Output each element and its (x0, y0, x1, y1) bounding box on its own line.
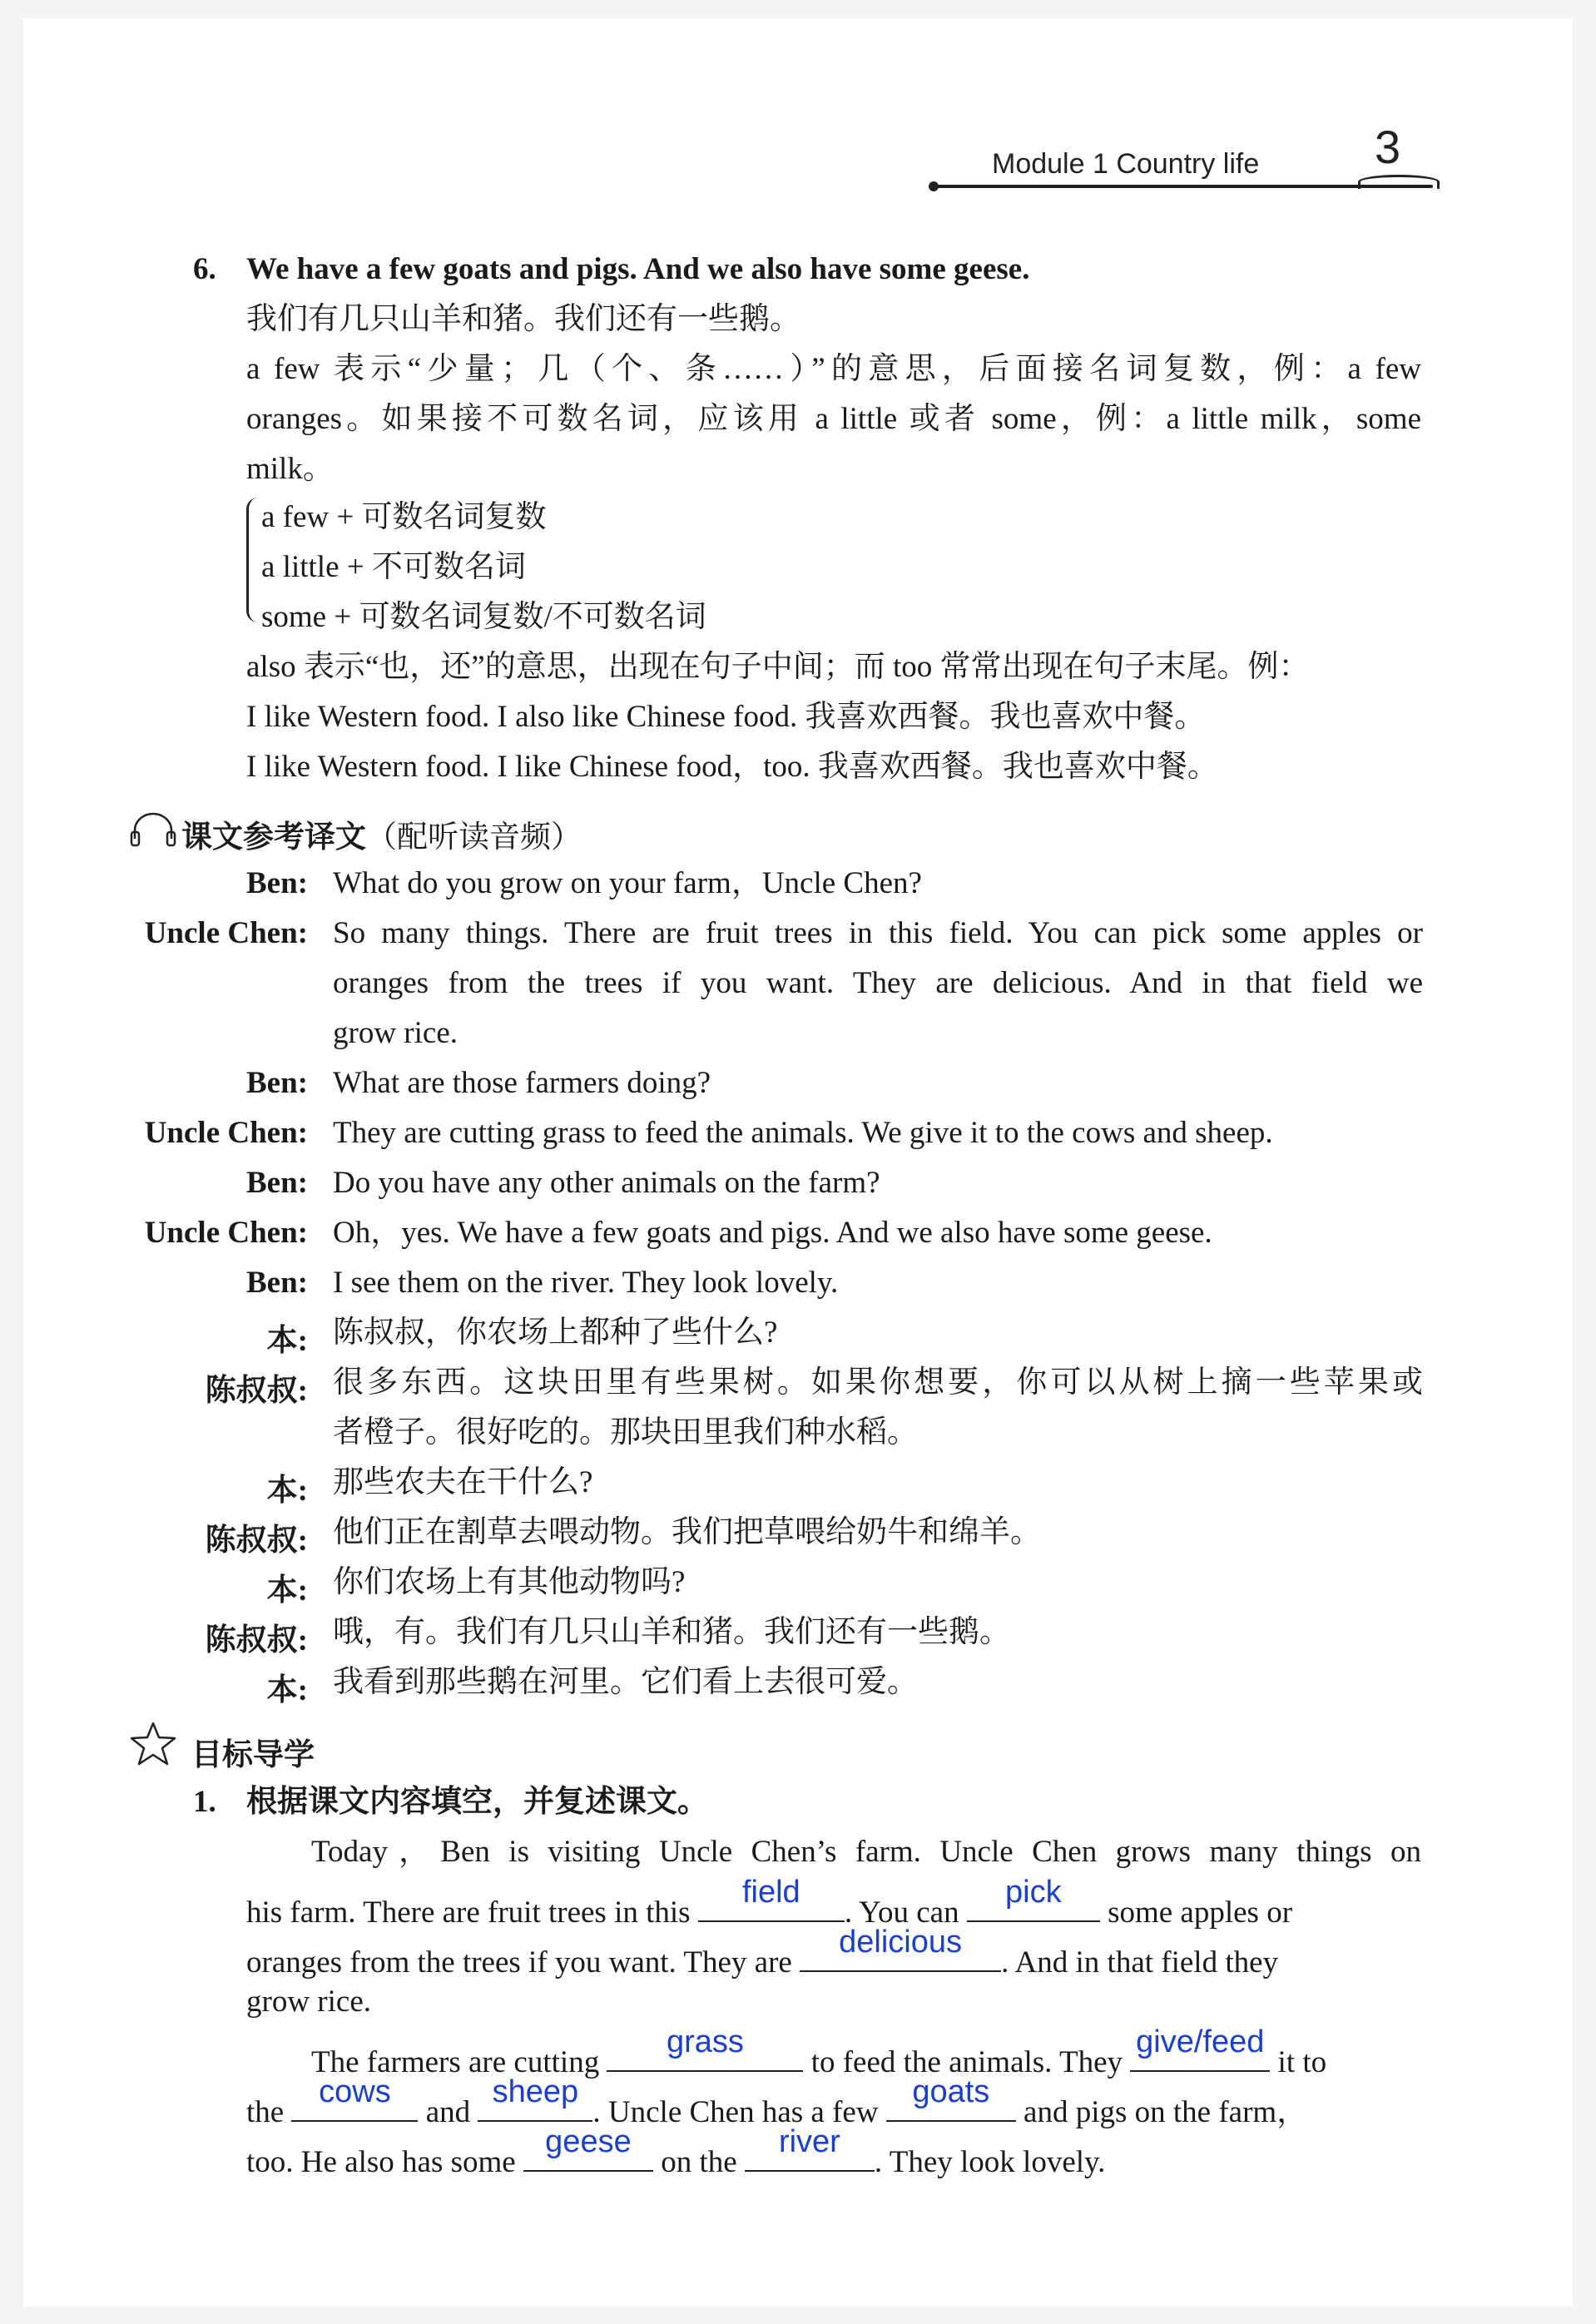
answer-river: river (778, 2124, 840, 2159)
blank-grass[interactable] (607, 2024, 803, 2072)
dialogue-line: 你们农场上有其他动物吗? (333, 1565, 686, 1599)
module-title: Module 1 Country life (992, 148, 1260, 180)
passage-line-2 (246, 1875, 1293, 1931)
dialogue-line: So many things. There are fruit trees in this field. You can pick some apples or (333, 916, 1423, 950)
target-heading: 目标导学 (191, 1738, 315, 1772)
header-rule-dot (929, 181, 939, 191)
passage-text: . Uncle Chen has a few (592, 2095, 886, 2129)
dialogue-speaker: 本: (266, 1474, 308, 1508)
rule-some: some + 可数名词复数/不可数名词 (261, 600, 706, 634)
dialogue-speaker: 本: (266, 1573, 308, 1608)
rule-little: a little + 不可数名词 (261, 550, 526, 584)
note-number: 6. (193, 252, 216, 286)
passage-text: and pigs on the farm， (1015, 2095, 1308, 2129)
dialogue-line: They are cutting grass to feed the animals. We give it to the cows and sheep. (333, 1116, 1273, 1150)
note-line-3: milk。 (246, 452, 334, 486)
note-line-1: a few 表示“少量；几（个、条……）”的意思，后面接名词复数，例：a few (246, 352, 1421, 386)
dialogue-line: What do you grow on your farm，Uncle Chen? (333, 866, 922, 900)
passage-text: it to (1270, 2045, 1327, 2079)
rule-few: a few + 可数名词复数 (261, 500, 547, 534)
passage-line-3 (246, 1925, 1279, 1981)
answer-delicious: delicious (839, 1925, 963, 1960)
passage-text: to feed the animals. They (803, 2045, 1131, 2079)
passage-text: . You can (844, 1895, 967, 1930)
dialogue-speaker: Uncle Chen: (144, 1216, 308, 1250)
dialogue-speaker: Ben: (246, 1166, 308, 1200)
passage-line-5 (311, 2024, 1327, 2081)
dialogue-line: Oh，yes. We have a few goats and pigs. And we also have some geese. (333, 1216, 1212, 1250)
header-rule (934, 185, 1433, 188)
blank-cows[interactable] (291, 2074, 418, 2122)
passage-text: The farmers are cutting (311, 2045, 607, 2079)
passage-text: . They look lovely. (874, 2145, 1106, 2179)
dialogue-line: 者橙子。很好吃的。那块田里我们种水稻。 (333, 1415, 918, 1449)
passage-text: some apples or (1099, 1895, 1293, 1930)
blank-pick[interactable] (967, 1875, 1100, 1922)
note-line-2: oranges。如果接不可数名词，应该用 a little 或者 some，例：a little milk，some (246, 402, 1421, 436)
passage-text: and (418, 2095, 478, 2129)
passage-line-7 (246, 2124, 1106, 2181)
blank-give-feed[interactable] (1130, 2024, 1270, 2072)
dialogue-line: 那些农夫在干什么? (333, 1465, 593, 1499)
dialogue-line: oranges from the trees if you want. They are delicious. And in that field we (333, 966, 1423, 1000)
passage-text: on the (652, 2145, 745, 2179)
dialogue-speaker: Ben: (246, 1266, 308, 1300)
dialogue-line: What are those farmers doing? (333, 1066, 711, 1100)
example-also: I like Western food. I also like Chinese food. 我喜欢西餐。我也喜欢中餐。 (246, 700, 1206, 734)
headphones-icon (130, 812, 176, 851)
star-icon (126, 1721, 180, 1771)
dialogue-line: 陈叔叔，你农场上都种了些什么? (333, 1316, 778, 1350)
translation-heading (181, 811, 582, 856)
exercise-instruction: 根据课文内容填空，并复述课文。 (246, 1785, 708, 1819)
passage-text: oranges from the trees if you want. They are (246, 1945, 800, 1980)
passage-line-4: grow rice. (246, 1985, 371, 2019)
note-sentence: We have a few goats and pigs. And we also have some geese. (246, 252, 1030, 286)
dialogue-line: 哦，有。我们有几只山羊和猪。我们还有一些鹅。 (333, 1615, 1010, 1649)
answer-give-feed: give/feed (1136, 2024, 1265, 2059)
rule-brace (246, 498, 260, 622)
answer-grass: grass (666, 2024, 744, 2059)
translation-heading-title: 课文参考译文 (181, 820, 366, 855)
dialogue-speaker: 本: (266, 1673, 308, 1707)
dialogue-line: grow rice. (333, 1016, 458, 1050)
dialogue-speaker: 陈叔叔: (205, 1374, 308, 1408)
answer-geese: geese (545, 2124, 632, 2159)
dialogue-line: 我看到那些鹅在河里。它们看上去很可爱。 (333, 1665, 918, 1699)
dialogue-speaker: Ben: (246, 1066, 308, 1100)
answer-field: field (741, 1875, 800, 1910)
answer-sheep: sheep (492, 2074, 579, 2109)
dialogue-speaker: Ben: (246, 866, 308, 900)
blank-sheep[interactable] (478, 2074, 592, 2122)
blank-goats[interactable] (886, 2074, 1016, 2122)
blank-delicious[interactable] (800, 1925, 1001, 1972)
answer-goats: goats (912, 2074, 990, 2109)
passage-text: . And in that field they (1001, 1945, 1279, 1980)
answer-pick: pick (1005, 1875, 1062, 1910)
note-translation: 我们有几只山羊和猪。我们还有一些鹅。 (246, 302, 800, 336)
dialogue-speaker: 本: (266, 1324, 308, 1358)
exercise-number: 1. (193, 1785, 216, 1819)
dialogue-line: 他们正在割草去喂动物。我们把草喂给奶牛和绵羊。 (333, 1515, 1041, 1549)
dialogue-line: 很多东西。这块田里有些果树。如果你想要，你可以从树上摘一些苹果或 (333, 1365, 1423, 1400)
blank-river[interactable] (745, 2124, 875, 2172)
also-too-note: also 表示“也，还”的意思，出现在句子中间；而 too 常常出现在句子末尾。例： (246, 650, 1310, 684)
passage-text: too. He also has some (246, 2145, 523, 2179)
passage-line-1: Today，Ben is visiting Uncle Chen’s farm. Uncle Chen grows many things on (311, 1835, 1421, 1869)
audio-note: （配听读音频） (366, 820, 582, 855)
dialogue-speaker: Uncle Chen: (144, 1116, 308, 1150)
page-number: 3 (1375, 121, 1401, 173)
answer-cows: cows (319, 2074, 391, 2109)
dialogue-speaker: 陈叔叔: (205, 1623, 308, 1658)
blank-field[interactable] (698, 1875, 845, 1922)
dialogue-line: I see them on the river. They look lovely. (333, 1266, 839, 1300)
blank-geese[interactable] (523, 2124, 653, 2172)
dialogue-speaker: 陈叔叔: (205, 1524, 308, 1558)
page-header (925, 116, 1425, 191)
passage-text: the (246, 2095, 292, 2129)
example-too: I like Western food. I like Chinese food，too. 我喜欢西餐。我也喜欢中餐。 (246, 750, 1218, 784)
dialogue-line: Do you have any other animals on the farm? (333, 1166, 880, 1200)
dialogue-speaker: Uncle Chen: (144, 916, 308, 950)
passage-text: his farm. There are fruit trees in this (246, 1895, 698, 1930)
